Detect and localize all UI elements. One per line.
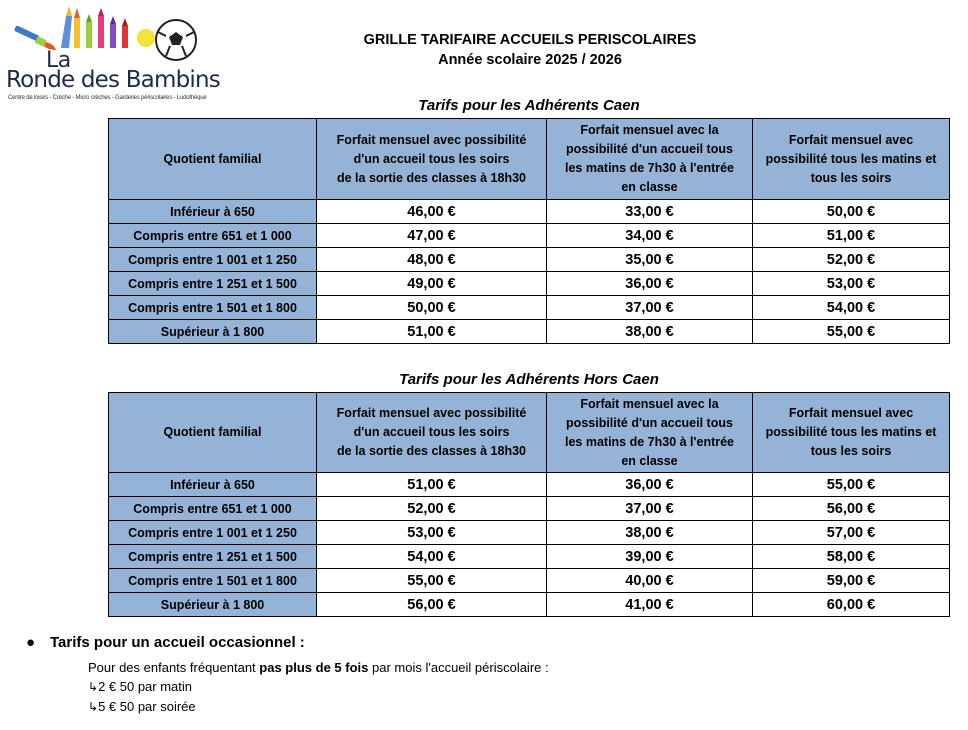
table-row (109, 473, 950, 497)
quotient-cell: Compris entre 1 001 et 1 250 (109, 248, 317, 272)
quotient-cell: Compris entre 651 et 1 000 (109, 497, 317, 521)
column-header-line: Quotient familial (163, 425, 262, 439)
column-header-line: possibilité d'un accueil tous (566, 415, 733, 430)
price-cell: 46,00 € (317, 200, 547, 224)
price-cell: 34,00 € (547, 224, 753, 248)
price-cell: 57,00 € (753, 521, 950, 545)
column-header-line: les matins de 7h30 à l'entrée (564, 434, 735, 449)
column-header-line: Forfait mensuel avec possibilité (336, 406, 527, 420)
arrow-icon: ↳ (88, 680, 99, 694)
section-title-caen: Tarifs pour les Adhérents Caen (418, 97, 640, 114)
column-header-line: en classe (621, 180, 678, 194)
table-header (109, 393, 950, 473)
column-header (547, 119, 753, 200)
column-header-line: Forfait mensuel avec la (580, 396, 719, 411)
price-cell: 53,00 € (753, 272, 950, 296)
occasional-details (88, 658, 788, 717)
price-cell: 49,00 € (317, 272, 547, 296)
price-cell: 56,00 € (317, 593, 547, 617)
column-header (317, 119, 547, 200)
price-cell: 50,00 € (317, 296, 547, 320)
column-header-line: d'un accueil tous les soirs (353, 425, 510, 439)
table-row (109, 296, 950, 320)
quotient-cell: Inférieur à 650 (109, 473, 317, 497)
price-cell: 58,00 € (753, 545, 950, 569)
page-title: GRILLE TARIFAIRE ACCUEILS PERISCOLAIRES (363, 32, 697, 48)
logo-name: Ronde des Bambins (6, 67, 220, 93)
column-header (753, 119, 950, 200)
price-cell: 33,00 € (547, 200, 753, 224)
occasional-item-evening: ↳5 € 50 par soirée (88, 699, 196, 714)
arrow-icon: ↳ (88, 700, 99, 714)
column-header-line: en classe (621, 453, 678, 468)
tarif-table-caen (108, 118, 950, 344)
bullet-icon: ● (26, 634, 36, 651)
quotient-cell: Compris entre 1 001 et 1 250 (109, 521, 317, 545)
quotient-cell: Supérieur à 1 800 (109, 593, 317, 617)
price-cell: 52,00 € (317, 497, 547, 521)
column-header-line: tous les soirs (810, 170, 892, 185)
column-header-line: Quotient familial (163, 151, 262, 166)
table-row (109, 248, 950, 272)
price-cell: 38,00 € (547, 521, 753, 545)
quotient-cell: Compris entre 1 501 et 1 800 (109, 296, 317, 320)
price-cell: 48,00 € (317, 248, 547, 272)
table-body (109, 200, 950, 344)
logo (6, 2, 220, 102)
price-cell: 39,00 € (547, 545, 753, 569)
quotient-cell: Supérieur à 1 800 (109, 320, 317, 344)
paintbrush-icon (14, 25, 56, 50)
column-header-line: Forfait mensuel avec possibilité (336, 132, 527, 147)
column-header-line: Forfait mensuel avec (788, 132, 914, 147)
price-cell: 36,00 € (547, 473, 753, 497)
occasional-item-morning: ↳2 € 50 par matin (88, 679, 193, 694)
occasional-intro: Pour des enfants fréquentant pas plus de 5 fois par mois l'accueil périscolaire : (88, 660, 549, 675)
logo-la: La (46, 48, 71, 73)
column-header-line: les matins de 7h30 à l'entrée (564, 161, 735, 175)
column-header-line: possibilité tous les matins et (765, 425, 937, 439)
column-header-line: possibilité tous les matins et (765, 151, 937, 166)
table-row (109, 593, 950, 617)
price-cell: 51,00 € (753, 224, 950, 248)
price-cell: 47,00 € (317, 224, 547, 248)
soccer-ball-icon (156, 20, 196, 60)
table-row (109, 545, 950, 569)
column-header (317, 393, 547, 473)
price-cell: 55,00 € (317, 569, 547, 593)
price-cell: 60,00 € (753, 593, 950, 617)
column-header-line: d'un accueil tous les soirs (353, 151, 510, 166)
table-body (109, 473, 950, 617)
price-cell: 51,00 € (317, 473, 547, 497)
quotient-cell: Compris entre 1 501 et 1 800 (109, 569, 317, 593)
page-subtitle: Année scolaire 2025 / 2026 (438, 52, 622, 68)
price-cell: 55,00 € (753, 320, 950, 344)
table-header (109, 119, 950, 200)
price-cell: 37,00 € (547, 497, 753, 521)
price-cell: 41,00 € (547, 593, 753, 617)
quotient-cell: Compris entre 1 251 et 1 500 (109, 545, 317, 569)
column-header (109, 119, 317, 200)
price-cell: 55,00 € (753, 473, 950, 497)
price-cell: 38,00 € (547, 320, 753, 344)
table-row (109, 200, 950, 224)
column-header-line: de la sortie des classes à 18h30 (336, 444, 526, 458)
quotient-cell: Compris entre 651 et 1 000 (109, 224, 317, 248)
logo-tagline: Centre de loisirs - Crèche - Micro crèches - Garderies périscolaires - Ludothèque (8, 95, 207, 101)
quotient-cell: Compris entre 1 251 et 1 500 (109, 272, 317, 296)
column-header-line: Forfait mensuel avec (788, 406, 914, 420)
header (300, 30, 760, 70)
column-header (109, 393, 317, 473)
column-header-line: tous les soirs (810, 444, 892, 458)
column-header-line: Forfait mensuel avec la (580, 123, 719, 137)
price-cell: 54,00 € (753, 296, 950, 320)
price-cell: 52,00 € (753, 248, 950, 272)
price-cell: 37,00 € (547, 296, 753, 320)
quotient-cell: Inférieur à 650 (109, 200, 317, 224)
table-row (109, 224, 950, 248)
table-row (109, 320, 950, 344)
column-header (753, 393, 950, 473)
price-cell: 36,00 € (547, 272, 753, 296)
table-row (109, 272, 950, 296)
price-cell: 51,00 € (317, 320, 547, 344)
table-row (109, 497, 950, 521)
occasional-section (26, 634, 549, 714)
price-cell: 50,00 € (753, 200, 950, 224)
table-row (109, 521, 950, 545)
logo-art (6, 2, 211, 62)
occasional-heading: ● Tarifs pour un accueil occasionnel : (26, 634, 305, 651)
tarif-table-hors-caen (108, 392, 950, 617)
section-title-hors-caen: Tarifs pour les Adhérents Hors Caen (399, 371, 659, 388)
price-cell: 35,00 € (547, 248, 753, 272)
crayons-icon (61, 6, 155, 48)
column-header-line: de la sortie des classes à 18h30 (336, 170, 526, 185)
table-row (109, 569, 950, 593)
price-cell: 53,00 € (317, 521, 547, 545)
price-cell: 59,00 € (753, 569, 950, 593)
price-cell: 40,00 € (547, 569, 753, 593)
column-header (547, 393, 753, 473)
column-header-line: possibilité d'un accueil tous (566, 142, 733, 156)
price-cell: 56,00 € (753, 497, 950, 521)
price-cell: 54,00 € (317, 545, 547, 569)
